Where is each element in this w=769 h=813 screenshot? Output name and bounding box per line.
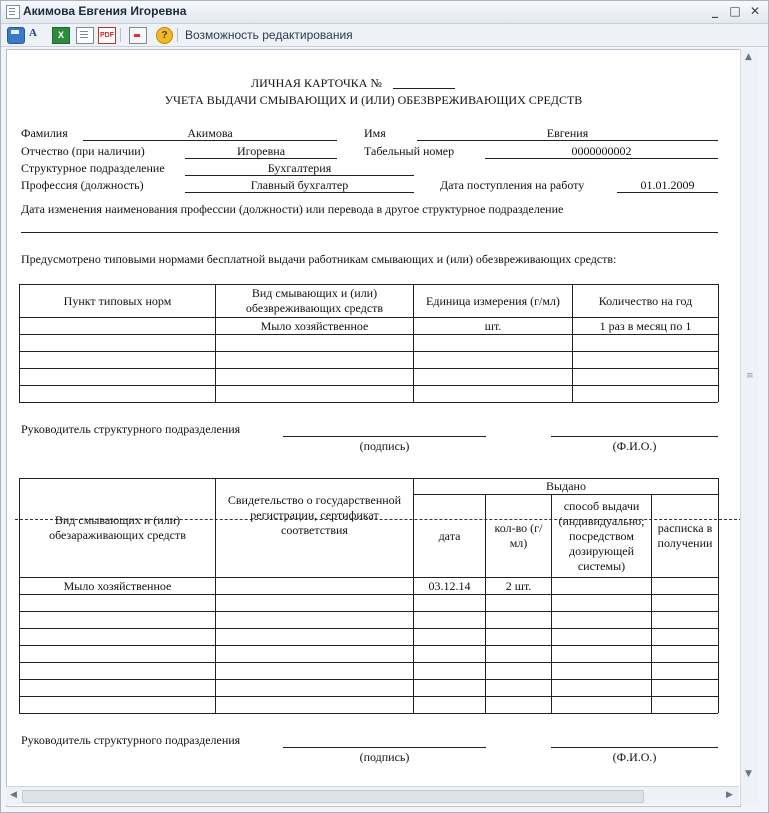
minimize-icon[interactable]: _ [712,4,718,18]
signature-line[interactable] [283,747,486,748]
underline [185,175,414,176]
table-header: Количество на год [598,293,693,308]
help-icon[interactable]: ? [156,27,173,44]
signature-line[interactable] [283,436,486,437]
save-icon[interactable] [7,27,25,44]
document-icon [6,5,20,19]
vertical-scrollbar[interactable] [740,49,759,805]
edit-mode-toggle[interactable]: Возможность редактирования [185,28,353,42]
table-header: дата [438,528,461,543]
table-header: Единица измерения (г/мл) [426,293,560,308]
table-header: расписка в получении [657,521,713,550]
underline [83,140,337,141]
tabnum-value[interactable]: 0000000002 [571,144,632,158]
scroll-left-icon[interactable]: ◀ [10,790,17,800]
underline [617,192,718,193]
head-label: Руководитель структурного подразделения [21,422,241,436]
patronymic-value[interactable]: Игоревна [236,144,286,158]
scroll-right-icon[interactable]: ▶ [726,790,733,800]
underline [185,158,337,159]
table-header: кол-во (г/мл) [494,521,543,550]
card-number-line [393,88,455,89]
close-icon[interactable]: ✕ [749,4,761,18]
toolbar-separator [120,28,121,42]
title-bar[interactable] [1,1,768,24]
horizontal-scrollbar[interactable] [6,786,739,805]
document-icon[interactable] [76,27,94,44]
tabnum-label: Табельный номер [364,144,455,158]
doc-title-2: УЧЕТА ВЫДАЧИ СМЫВАЮЩИХ И (ИЛИ) ОБЕЗВРЕЖИВАЮЩИХ СРЕДСТВ [164,93,583,107]
position-value[interactable]: Главный бухгалтер [250,178,349,192]
scroll-thumb[interactable] [22,790,644,803]
excel-icon[interactable]: X [52,27,70,44]
scroll-up-icon[interactable]: ▲ [745,52,752,62]
signature-caption: (подпись) [359,750,410,764]
table-cell[interactable] [652,578,718,594]
fio-line[interactable] [551,436,718,437]
hire-date-label: Дата поступления на работу [440,178,585,192]
table-header: Вид смывающих и (или) обезвреживающих средств [245,286,384,315]
surname-label: Фамилия [21,126,68,140]
pdf-icon[interactable]: PDF [98,27,116,44]
table-cell[interactable]: 2 шт. [505,578,532,593]
maximize-icon[interactable]: □ [729,4,741,18]
table-cell[interactable]: Мыло хозяйственное [260,318,369,333]
table-cell[interactable]: Мыло хозяйственное [63,578,172,593]
print-preview-icon[interactable] [129,27,147,44]
table-header: Пункт типовых норм [63,293,172,308]
table-header: способ выдачи (индивидуально; посредством дозирующей системы) [558,498,645,573]
norms-intro: Предусмотрено типовыми нормами бесплатной выдачи работникам смывающих и (или) обезвреживающих средств: [21,252,617,266]
position-label: Профессия (должность) [21,178,144,192]
underline [185,192,414,193]
scroll-grip-icon[interactable]: ≡ [746,371,754,381]
dept-value[interactable]: Бухгалтерия [267,161,332,175]
table-header: Выдано [546,479,586,493]
table-cell[interactable]: шт. [484,318,502,333]
signature-caption: (подпись) [359,439,410,453]
change-date-label: Дата изменения наименования профессии (должности) или перевода в другое структурное подразделение [21,202,564,216]
toolbar-separator [177,28,178,42]
fio-line[interactable] [551,747,718,748]
fio-caption: (Ф.И.О.) [612,750,657,764]
font-icon[interactable]: A [29,27,37,39]
window-title: Акимова Евгения Игоревна [23,4,187,18]
underline [485,158,718,159]
table-cell[interactable] [216,578,413,594]
scroll-down-icon[interactable]: ▼ [745,769,752,779]
doc-title-1: ЛИЧНАЯ КАРТОЧКА № [251,76,382,90]
spreadsheet-document[interactable] [6,49,741,807]
head-label: Руководитель структурного подразделения [21,733,241,747]
underline [21,232,718,233]
name-value[interactable]: Евгения [546,126,589,140]
patronymic-label: Отчество (при наличии) [21,144,145,158]
table-cell[interactable]: 03.12.14 [428,578,471,593]
underline [417,140,718,141]
fio-caption: (Ф.И.О.) [612,439,657,453]
table-cell[interactable]: 1 раз в месяц по 1 [599,318,692,333]
table-header: Вид смывающих и (или) обезараживающих средств [49,513,186,542]
toolbar [1,24,768,47]
table-cell[interactable] [552,578,651,594]
name-label: Имя [364,126,386,140]
table-header: Свидетельство о государственной регистрации, сертификат соответствия [227,492,402,537]
dept-label: Структурное подразделение [21,161,165,175]
table-cell[interactable] [20,318,215,334]
hire-date-value[interactable]: 01.01.2009 [640,178,695,192]
surname-value[interactable]: Акимова [187,126,233,140]
